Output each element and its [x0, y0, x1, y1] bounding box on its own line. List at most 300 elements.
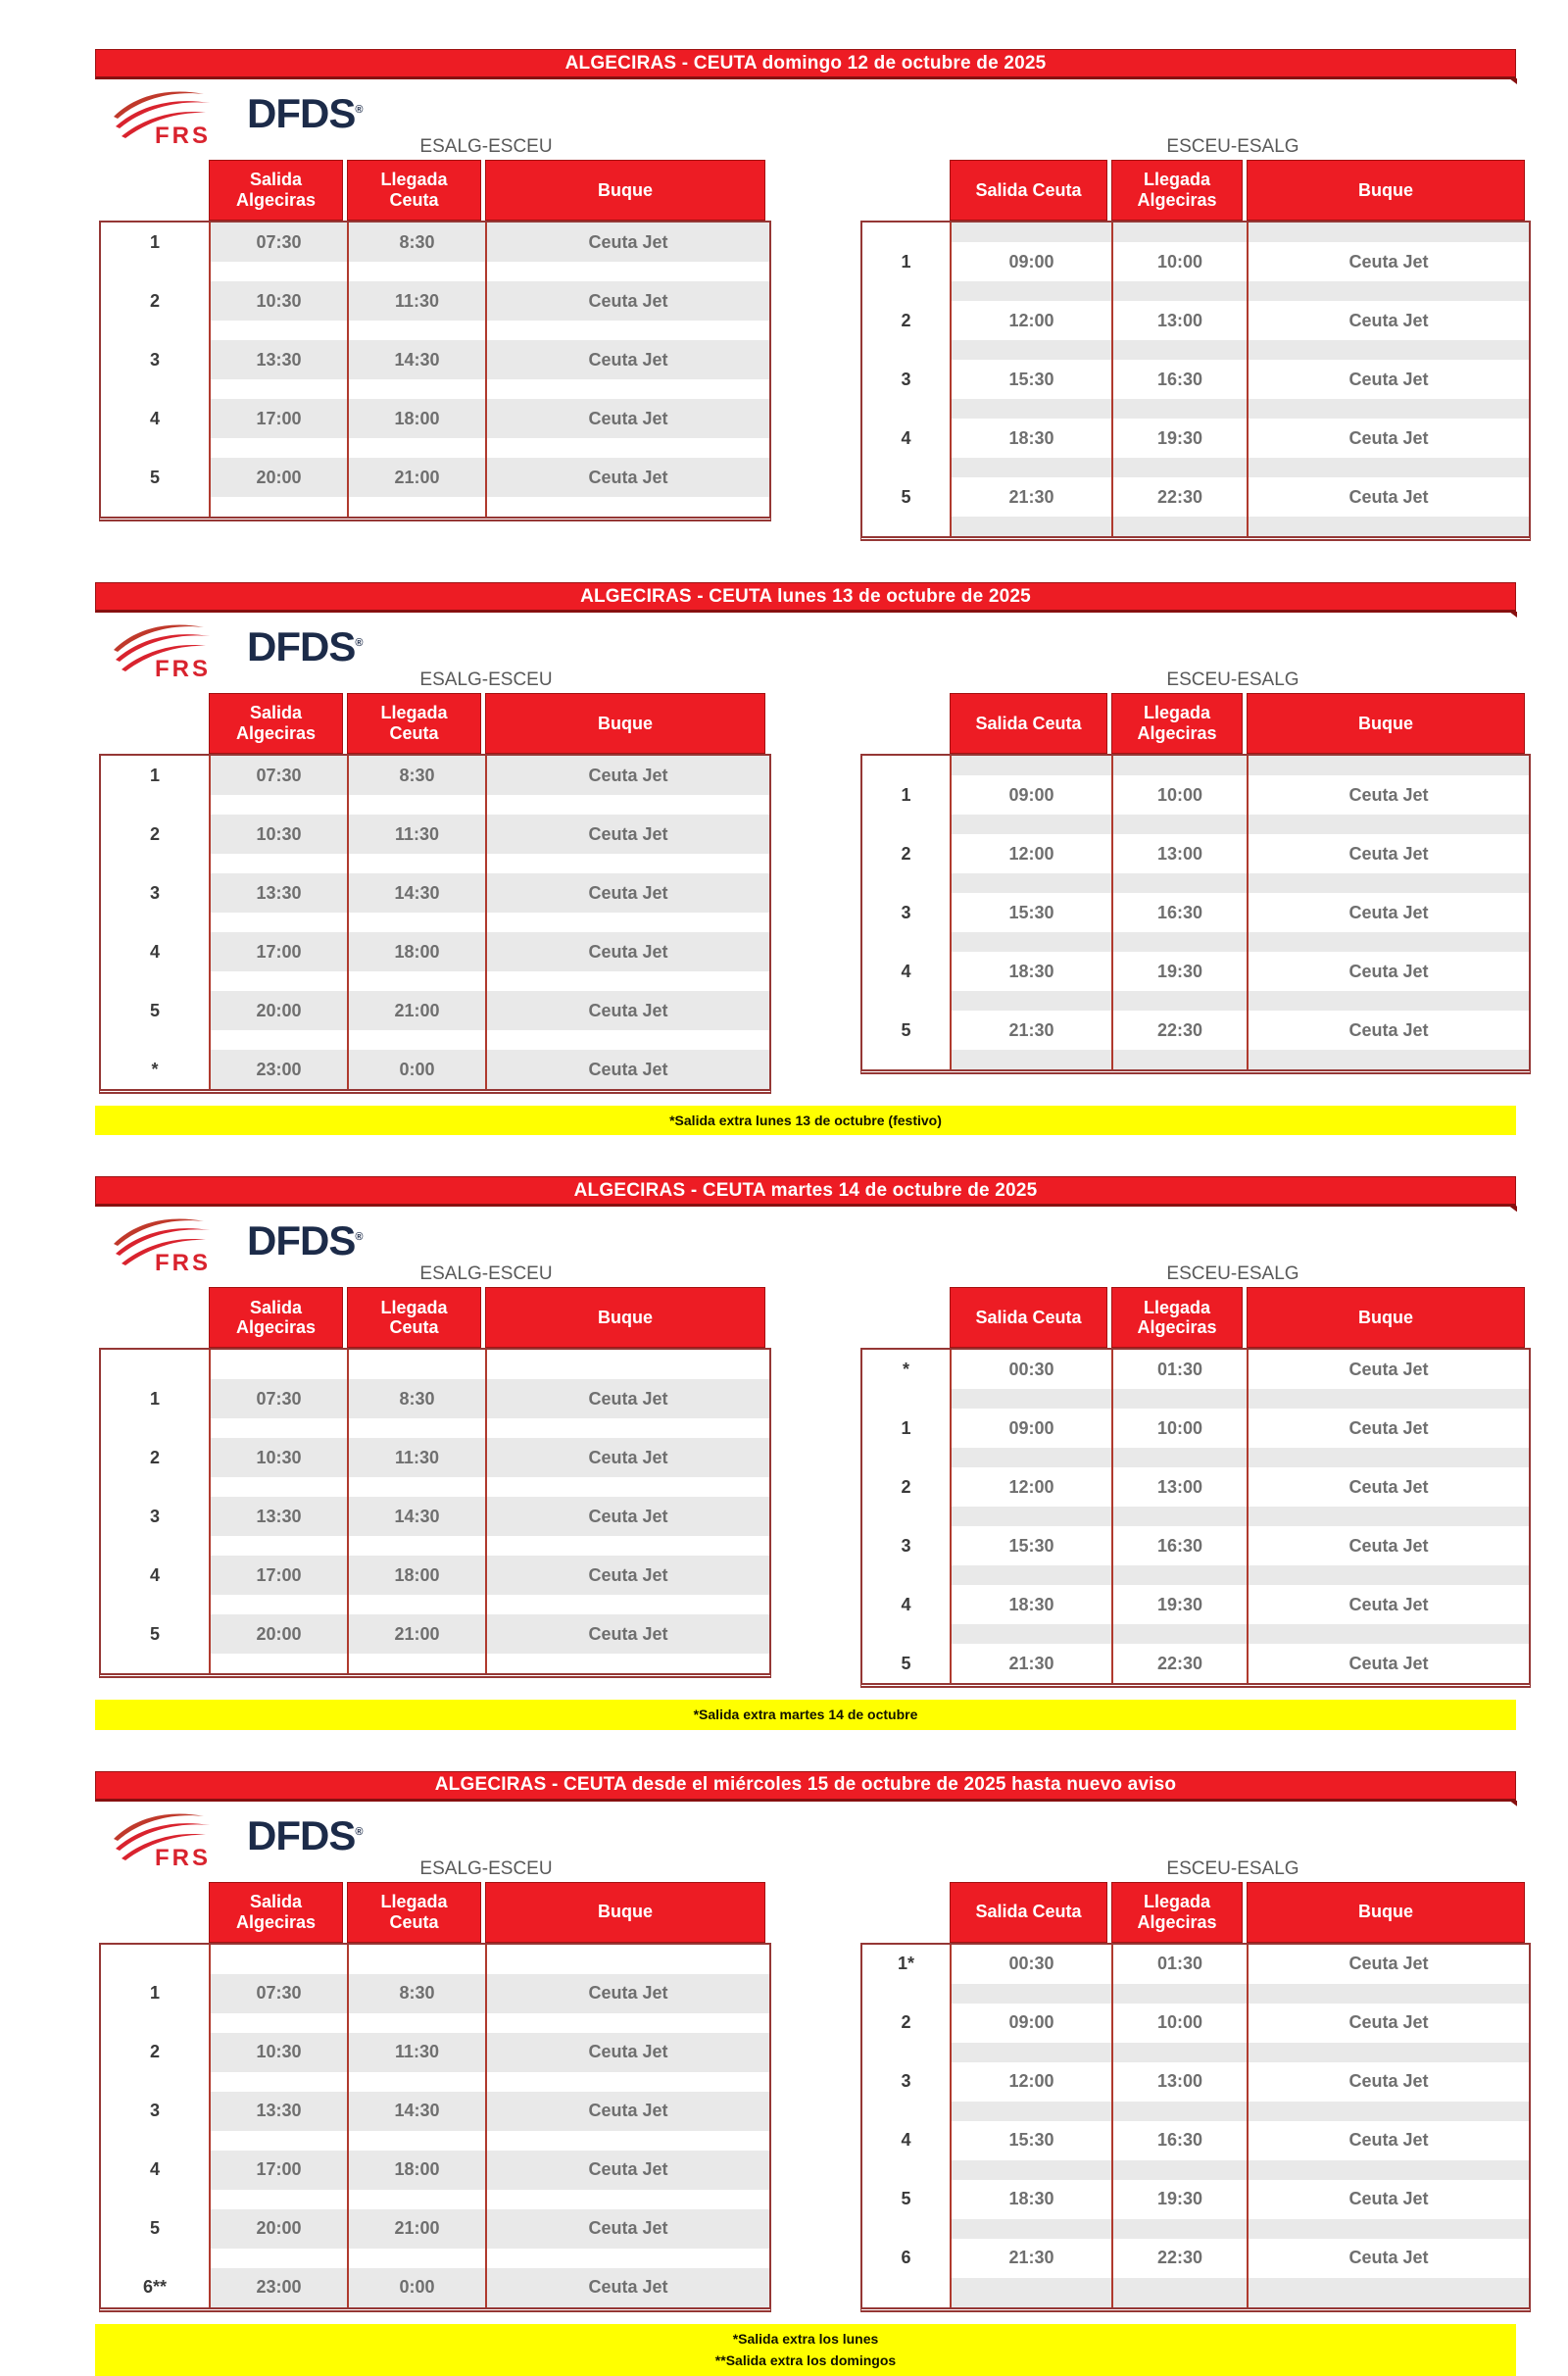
table-row: [101, 932, 769, 971]
arrival-time: 01:30: [1111, 1350, 1247, 1389]
footnote-bar: [95, 1700, 1516, 1729]
vessel-name: Ceuta Jet: [1247, 952, 1529, 991]
header-spacer: [860, 160, 948, 221]
table-row: [862, 1945, 1529, 1984]
arrival-time: 16:30: [1111, 893, 1247, 932]
route-label-outbound: ESALG-ESCEU: [419, 669, 553, 690]
row-number: 3: [149, 349, 160, 370]
header-departure: Salida Algeciras: [209, 160, 343, 221]
arrival-time: 13:00: [1111, 2062, 1247, 2102]
header-departure: Salida Ceuta: [950, 1287, 1107, 1348]
header-arrival: Llegada Ceuta: [347, 1882, 481, 1943]
arrival-time: 14:30: [347, 2092, 485, 2131]
table-row: [862, 477, 1529, 517]
row-number: 3: [149, 2101, 160, 2121]
table-body: [99, 754, 771, 1094]
vessel-name: Ceuta Jet: [1247, 1011, 1529, 1050]
row-number: 1: [149, 1388, 160, 1409]
row-number: 4: [149, 2159, 160, 2180]
departure-time: 20:00: [209, 991, 347, 1030]
vessel-name: Ceuta Jet: [1247, 834, 1529, 873]
departure-time: 10:30: [209, 281, 347, 321]
registered-mark-icon: ®: [355, 637, 364, 649]
timetables: [99, 1287, 1568, 1688]
departure-time: 09:00: [950, 1409, 1111, 1448]
row-number: 5: [149, 467, 160, 487]
frs-waves-icon: [108, 620, 233, 683]
footnote-line: *Salida extra lunes 13 de octubre (festivo): [669, 1113, 942, 1128]
arrival-time: 18:00: [347, 2151, 485, 2190]
vessel-name: Ceuta Jet: [1247, 360, 1529, 399]
row-number: 3: [901, 369, 911, 389]
table-row: [862, 952, 1529, 991]
table-row: [862, 1350, 1529, 1389]
schedule-section: [0, 582, 1568, 1135]
row-number: 3: [901, 1535, 911, 1556]
header-spacer: [99, 1882, 207, 1943]
table-row: [101, 1438, 769, 1477]
table-header-row: [860, 1882, 1531, 1943]
vessel-name: Ceuta Jet: [485, 2092, 769, 2131]
departure-time: 15:30: [950, 1526, 1111, 1565]
section-title: ALGECIRAS - CEUTA domingo 12 de octubre de 2025: [95, 49, 1516, 79]
frs-wordmark: FRS: [155, 1250, 211, 1277]
footnote-line: *Salida extra martes 14 de octubre: [693, 1707, 918, 1723]
departure-time: 07:30: [209, 756, 347, 795]
row-number: 4: [149, 1564, 160, 1585]
header-arrival: Llegada Ceuta: [347, 1287, 481, 1348]
header-vessel: Buque: [485, 1287, 765, 1348]
frs-waves-icon: [108, 1214, 233, 1277]
header-spacer: [99, 160, 207, 221]
row-number: 4: [901, 2130, 911, 2151]
vessel-name: Ceuta Jet: [485, 1438, 769, 1477]
table-row: [862, 1467, 1529, 1507]
vessel-name: Ceuta Jet: [1247, 1350, 1529, 1389]
arrival-time: 16:30: [1111, 1526, 1247, 1565]
table-row: [101, 223, 769, 262]
arrival-time: 11:30: [347, 815, 485, 854]
section-title: ALGECIRAS - CEUTA desde el miércoles 15 de octubre de 2025 hasta nuevo aviso: [95, 1771, 1516, 1802]
header-vessel: Buque: [485, 1882, 765, 1943]
table-row: [101, 1050, 769, 1089]
table-row: [101, 873, 769, 913]
arrival-time: 18:00: [347, 399, 485, 438]
table-body: [860, 221, 1531, 541]
vessel-name: Ceuta Jet: [1247, 2239, 1529, 2278]
header-departure: Salida Algeciras: [209, 693, 343, 754]
header-vessel: Buque: [1247, 160, 1525, 221]
departure-time: 13:30: [209, 1497, 347, 1536]
arrival-time: 18:00: [347, 1556, 485, 1595]
table-row: [862, 834, 1529, 873]
departure-time: 12:00: [950, 1467, 1111, 1507]
arrival-time: 8:30: [347, 223, 485, 262]
footnote-line: **Salida extra los domingos: [714, 2352, 897, 2369]
row-number: 1*: [897, 1954, 914, 1974]
timetable-return: [860, 1882, 1531, 2312]
departure-time: 21:30: [950, 2239, 1111, 2278]
arrival-time: 0:00: [347, 1050, 485, 1089]
arrival-time: 8:30: [347, 756, 485, 795]
table-row: [101, 1614, 769, 1654]
departure-time: 21:30: [950, 1644, 1111, 1683]
arrival-time: 14:30: [347, 873, 485, 913]
table-row: [862, 775, 1529, 815]
row-number: 2: [149, 290, 160, 311]
header-vessel: Buque: [1247, 1882, 1525, 1943]
header-arrival: Llegada Ceuta: [347, 160, 481, 221]
arrival-time: 10:00: [1111, 775, 1247, 815]
vessel-name: Ceuta Jet: [1247, 775, 1529, 815]
table-row: [862, 2004, 1529, 2043]
header-arrival: Llegada Algeciras: [1111, 1882, 1243, 1943]
footnote-bar: [95, 2324, 1516, 2376]
row-number: 2: [901, 843, 911, 864]
row-number: 3: [901, 902, 911, 922]
frs-wordmark: FRS: [155, 1844, 211, 1871]
vessel-name: Ceuta Jet: [1247, 419, 1529, 458]
table-header-row: [99, 160, 771, 221]
vessel-name: Ceuta Jet: [1247, 893, 1529, 932]
dfds-wordmark: DFDS®: [247, 623, 364, 669]
vessel-name: Ceuta Jet: [485, 1614, 769, 1654]
row-number: *: [151, 1059, 159, 1079]
departure-time: 17:00: [209, 1556, 347, 1595]
departure-time: 13:30: [209, 340, 347, 379]
departure-time: 21:30: [950, 477, 1111, 517]
row-number: 1: [901, 1417, 911, 1438]
header-departure: Salida Ceuta: [950, 160, 1107, 221]
frs-dfds-logo: [108, 620, 363, 683]
departure-time: 18:30: [950, 952, 1111, 991]
row-number: 5: [149, 1000, 160, 1020]
table-header-row: [99, 1287, 771, 1348]
row-number: 2: [149, 823, 160, 844]
route-label-return: ESCEU-ESALG: [1166, 669, 1299, 690]
schedule-section: [0, 1771, 1568, 2376]
table-body: [860, 1348, 1531, 1688]
table-row: [101, 1497, 769, 1536]
dfds-wordmark: DFDS®: [247, 1217, 364, 1264]
arrival-time: 13:00: [1111, 301, 1247, 340]
header-arrival: Llegada Algeciras: [1111, 160, 1243, 221]
table-row: [101, 458, 769, 497]
row-number: 2: [901, 1476, 911, 1497]
vessel-name: Ceuta Jet: [485, 2268, 769, 2307]
table-row: [862, 360, 1529, 399]
departure-time: 21:30: [950, 1011, 1111, 1050]
table-header-row: [860, 1287, 1531, 1348]
row-number: *: [902, 1359, 909, 1379]
table-row: [101, 281, 769, 321]
table-row: [862, 1526, 1529, 1565]
logo-row: [0, 79, 1568, 160]
departure-time: 23:00: [209, 2268, 347, 2307]
arrival-time: 11:30: [347, 2033, 485, 2072]
frs-wordmark: FRS: [155, 123, 211, 149]
vessel-name: Ceuta Jet: [1247, 1526, 1529, 1565]
arrival-time: 21:00: [347, 458, 485, 497]
table-body: [860, 754, 1531, 1074]
departure-time: 15:30: [950, 2121, 1111, 2160]
timetable-outbound: [99, 693, 771, 1094]
row-number: 5: [901, 1019, 911, 1040]
departure-time: 13:30: [209, 873, 347, 913]
timetable-outbound: [99, 1287, 771, 1678]
arrival-time: 19:30: [1111, 2180, 1247, 2219]
frs-wordmark: FRS: [155, 656, 211, 682]
timetable-return: [860, 160, 1531, 541]
dfds-wordmark: DFDS®: [247, 1811, 364, 1858]
header-departure: Salida Ceuta: [950, 1882, 1107, 1943]
arrival-time: 22:30: [1111, 2239, 1247, 2278]
vessel-name: Ceuta Jet: [485, 2033, 769, 2072]
row-number: 1: [149, 231, 160, 252]
arrival-time: 21:00: [347, 1614, 485, 1654]
vessel-name: Ceuta Jet: [485, 340, 769, 379]
departure-time: 20:00: [209, 2209, 347, 2249]
arrival-time: 19:30: [1111, 1585, 1247, 1624]
timetable-return: [860, 1287, 1531, 1688]
table-row: [862, 1644, 1529, 1683]
row-number: 1: [901, 784, 911, 805]
departure-time: 12:00: [950, 301, 1111, 340]
footnote-bar: [95, 1106, 1516, 1135]
arrival-time: 13:00: [1111, 834, 1247, 873]
departure-time: 17:00: [209, 399, 347, 438]
route-label-return: ESCEU-ESALG: [1166, 1263, 1299, 1285]
route-label-return: ESCEU-ESALG: [1166, 136, 1299, 157]
departure-time: 07:30: [209, 223, 347, 262]
table-row: [101, 2209, 769, 2249]
row-number: 2: [149, 1447, 160, 1467]
arrival-time: 22:30: [1111, 1011, 1247, 1050]
vessel-name: Ceuta Jet: [485, 991, 769, 1030]
vessel-name: Ceuta Jet: [485, 1379, 769, 1418]
row-number: 5: [149, 1623, 160, 1644]
row-number: 3: [149, 1506, 160, 1526]
timetable-return: [860, 693, 1531, 1074]
vessel-name: Ceuta Jet: [1247, 2121, 1529, 2160]
header-spacer: [99, 693, 207, 754]
logo-row: [0, 613, 1568, 693]
table-row: [862, 1011, 1529, 1050]
table-row: [101, 399, 769, 438]
header-spacer: [860, 1882, 948, 1943]
vessel-name: Ceuta Jet: [485, 1497, 769, 1536]
table-row: [862, 419, 1529, 458]
table-row: [101, 815, 769, 854]
schedule-section: [0, 49, 1568, 541]
table-row: [862, 2121, 1529, 2160]
table-row: [862, 242, 1529, 281]
table-row: [101, 2268, 769, 2307]
departure-time: 12:00: [950, 834, 1111, 873]
departure-time: 15:30: [950, 893, 1111, 932]
departure-time: 17:00: [209, 932, 347, 971]
vessel-name: Ceuta Jet: [1247, 1945, 1529, 1984]
timetable-outbound: [99, 160, 771, 521]
frs-waves-icon: [108, 1809, 233, 1872]
table-row: [862, 893, 1529, 932]
vessel-name: Ceuta Jet: [485, 932, 769, 971]
departure-time: 10:30: [209, 1438, 347, 1477]
table-row: [862, 301, 1529, 340]
departure-time: 17:00: [209, 2151, 347, 2190]
table-row: [862, 2062, 1529, 2102]
route-label-outbound: ESALG-ESCEU: [419, 1857, 553, 1879]
row-number: 6: [901, 2248, 911, 2268]
departure-time: 10:30: [209, 2033, 347, 2072]
departure-time: 12:00: [950, 2062, 1111, 2102]
row-number: 5: [149, 2218, 160, 2239]
header-vessel: Buque: [1247, 693, 1525, 754]
header-departure: Salida Ceuta: [950, 693, 1107, 754]
row-number: 5: [901, 1653, 911, 1673]
row-number: 1: [149, 765, 160, 785]
vessel-name: Ceuta Jet: [485, 2209, 769, 2249]
header-arrival: Llegada Algeciras: [1111, 1287, 1243, 1348]
arrival-time: 14:30: [347, 1497, 485, 1536]
row-number: 2: [149, 2042, 160, 2062]
arrival-time: 10:00: [1111, 2004, 1247, 2043]
header-spacer: [860, 1287, 948, 1348]
dfds-wordmark: DFDS®: [247, 90, 364, 136]
header-spacer: [99, 1287, 207, 1348]
frs-dfds-logo: [108, 1809, 363, 1872]
departure-time: 09:00: [950, 242, 1111, 281]
departure-time: 13:30: [209, 2092, 347, 2131]
header-vessel: Buque: [485, 693, 765, 754]
header-departure: Salida Algeciras: [209, 1882, 343, 1943]
timetables: [99, 160, 1568, 541]
logo-row: [0, 1207, 1568, 1287]
row-number: 4: [901, 427, 911, 448]
table-body: [99, 221, 771, 521]
vessel-name: Ceuta Jet: [485, 1974, 769, 2013]
table-header-row: [99, 1882, 771, 1943]
arrival-time: 18:00: [347, 932, 485, 971]
row-number: 1: [149, 1983, 160, 2004]
row-number: 4: [149, 408, 160, 428]
arrival-time: 19:30: [1111, 419, 1247, 458]
vessel-name: Ceuta Jet: [485, 815, 769, 854]
table-header-row: [860, 693, 1531, 754]
departure-time: 23:00: [209, 1050, 347, 1089]
arrival-time: 22:30: [1111, 477, 1247, 517]
table-body: [99, 1348, 771, 1678]
logo-row: [0, 1802, 1568, 1882]
vessel-name: Ceuta Jet: [485, 873, 769, 913]
departure-time: 20:00: [209, 1614, 347, 1654]
table-row: [101, 2033, 769, 2072]
row-number: 2: [901, 310, 911, 330]
vessel-name: Ceuta Jet: [485, 223, 769, 262]
departure-time: 20:00: [209, 458, 347, 497]
header-departure: Salida Algeciras: [209, 1287, 343, 1348]
row-number: 3: [149, 882, 160, 903]
header-vessel: Buque: [1247, 1287, 1525, 1348]
table-row: [101, 340, 769, 379]
schedule-section: [0, 1176, 1568, 1729]
vessel-name: Ceuta Jet: [1247, 2004, 1529, 2043]
vessel-name: Ceuta Jet: [1247, 242, 1529, 281]
frs-dfds-logo: [108, 1214, 363, 1277]
vessel-name: Ceuta Jet: [485, 281, 769, 321]
table-row: [862, 2180, 1529, 2219]
departure-time: 18:30: [950, 419, 1111, 458]
table-row: [101, 1379, 769, 1418]
departure-time: 09:00: [950, 775, 1111, 815]
arrival-time: 11:30: [347, 281, 485, 321]
table-row: [862, 1409, 1529, 1448]
header-vessel: Buque: [485, 160, 765, 221]
arrival-time: 19:30: [1111, 952, 1247, 991]
arrival-time: 22:30: [1111, 1644, 1247, 1683]
vessel-name: Ceuta Jet: [485, 399, 769, 438]
vessel-name: Ceuta Jet: [1247, 1585, 1529, 1624]
header-spacer: [860, 693, 948, 754]
arrival-time: 10:00: [1111, 1409, 1247, 1448]
table-header-row: [99, 693, 771, 754]
row-number: 2: [901, 2012, 911, 2033]
vessel-name: Ceuta Jet: [1247, 1409, 1529, 1448]
table-row: [101, 1974, 769, 2013]
table-row: [862, 2239, 1529, 2278]
vessel-name: Ceuta Jet: [1247, 301, 1529, 340]
registered-mark-icon: ®: [355, 1825, 364, 1838]
departure-time: 15:30: [950, 360, 1111, 399]
departure-time: 18:30: [950, 1585, 1111, 1624]
vessel-name: Ceuta Jet: [485, 1050, 769, 1089]
row-number: 4: [901, 1594, 911, 1614]
table-body: [860, 1943, 1531, 2312]
row-number: 3: [901, 2071, 911, 2092]
section-title: ALGECIRAS - CEUTA martes 14 de octubre de 2025: [95, 1176, 1516, 1207]
frs-dfds-logo: [108, 87, 363, 150]
vessel-name: Ceuta Jet: [1247, 1467, 1529, 1507]
departure-time: 09:00: [950, 2004, 1111, 2043]
departure-time: 07:30: [209, 1379, 347, 1418]
arrival-time: 21:00: [347, 2209, 485, 2249]
route-label-outbound: ESALG-ESCEU: [419, 1263, 553, 1285]
vessel-name: Ceuta Jet: [1247, 477, 1529, 517]
table-row: [862, 1585, 1529, 1624]
section-title: ALGECIRAS - CEUTA lunes 13 de octubre de 2025: [95, 582, 1516, 613]
vessel-name: Ceuta Jet: [1247, 2062, 1529, 2102]
departure-time: 07:30: [209, 1974, 347, 2013]
arrival-time: 10:00: [1111, 242, 1247, 281]
table-row: [101, 2092, 769, 2131]
departure-time: 00:30: [950, 1945, 1111, 1984]
arrival-time: 21:00: [347, 991, 485, 1030]
row-number: 4: [901, 961, 911, 981]
arrival-time: 16:30: [1111, 360, 1247, 399]
header-arrival: Llegada Ceuta: [347, 693, 481, 754]
table-row: [101, 1556, 769, 1595]
row-number: 5: [901, 486, 911, 507]
departure-time: 18:30: [950, 2180, 1111, 2219]
table-row: [101, 991, 769, 1030]
vessel-name: Ceuta Jet: [1247, 2180, 1529, 2219]
arrival-time: 16:30: [1111, 2121, 1247, 2160]
row-number: 4: [149, 941, 160, 962]
row-number: 1: [901, 251, 911, 272]
table-row: [101, 756, 769, 795]
vessel-name: Ceuta Jet: [1247, 1644, 1529, 1683]
departure-time: 00:30: [950, 1350, 1111, 1389]
